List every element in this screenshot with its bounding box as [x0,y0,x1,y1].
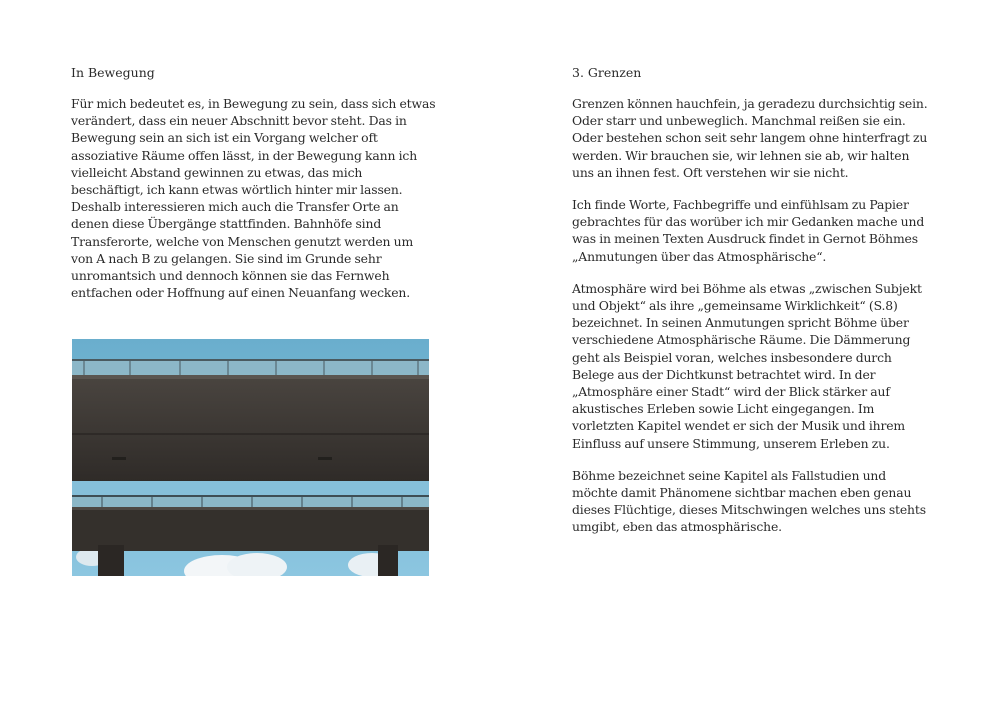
section-heading-in-bewegung: In Bewegung [71,65,155,80]
paragraph-grenzen-2: Ich finde Worte, Fachbegriffe und einfühlsam zu Papier gebrachtes für das worüber ich mir Gedanken mache und was in meinen Texten Ausdruck findet in Gernot Böhmes „Anmutungen über das Atmosphärische“. [572,197,925,264]
paragraph-grenzen-4: Böhme bezeichnet seine Kapitel als Fallstudien und möchte damit Phänomene sichtbar machen eben genau dieses Flüchtige, dieses Mitschwingen welches uns stehts umgibt, eben das atmosphärische. [572,467,926,535]
paragraph-grenzen-1: Grenzen können hauchfein, ja geradezu durchsichtig sein. Oder starr und unbeweglich. Manchmal reißen sie ein. Oder bestehen schon seit sehr langem ohne hinterfragt zu werden. Wir brauchen sie, wir lehnen sie ab, wir halten uns an ihnen fest. Oft verstehen wir sie nicht. [572,96,928,180]
paragraph-in-bewegung: Für mich bedeutet es, in Bewegung zu sein, dass sich etwas verändert, dass ein neuer Abschnitt bevor steht. Das in Bewegung sein an sich ist ein Vorgang welcher oft assoziative Räume offen lässt, in der Bewegung kann ich vielleicht Abstand gewinnen zu etwas, das mich beschäftigt, ich kann etwas wörtlich hinter mir lassen. Deshalb interessieren mich auch die Transfer Orte an denen diese Übergänge stattfinden. Bahnhöfe sind Transferorte, welche von Menschen genutzt werden um von A nach B zu gelangen. Sie sind im Grunde sehr unromantsich und dennoch können sie das Fernweh entfachen oder Hoffnung auf einen Neuanfang wecken. [71,96,436,301]
left-column [71,64,436,316]
bridge-photo [72,339,429,576]
right-column [572,64,934,551]
section-heading-grenzen: 3. Grenzen [572,65,642,80]
paragraph-grenzen-3: Atmosphäre wird bei Böhme als etwas „zwischen Subjekt und Objekt“ als ihre „gemeinsame Wirklichkeit“ (S.8) bezeichnet. In seinen Anmutungen spricht Böhme über verschiedene Atmosphärische Räume. Die Dämmerung geht als Beispiel voran, welches insbesondere durch Belege aus der Dichtkunst betrachtet wird. In der „Atmosphäre einer Stadt“ wird der Blick stärker auf akustisches Erleben sowie Licht eingegangen. Im vorletzten Kapitel wendet er sich der Musik und ihrem Einfluss auf unsere Stimmung, unserem Erleben zu. [572,280,922,451]
